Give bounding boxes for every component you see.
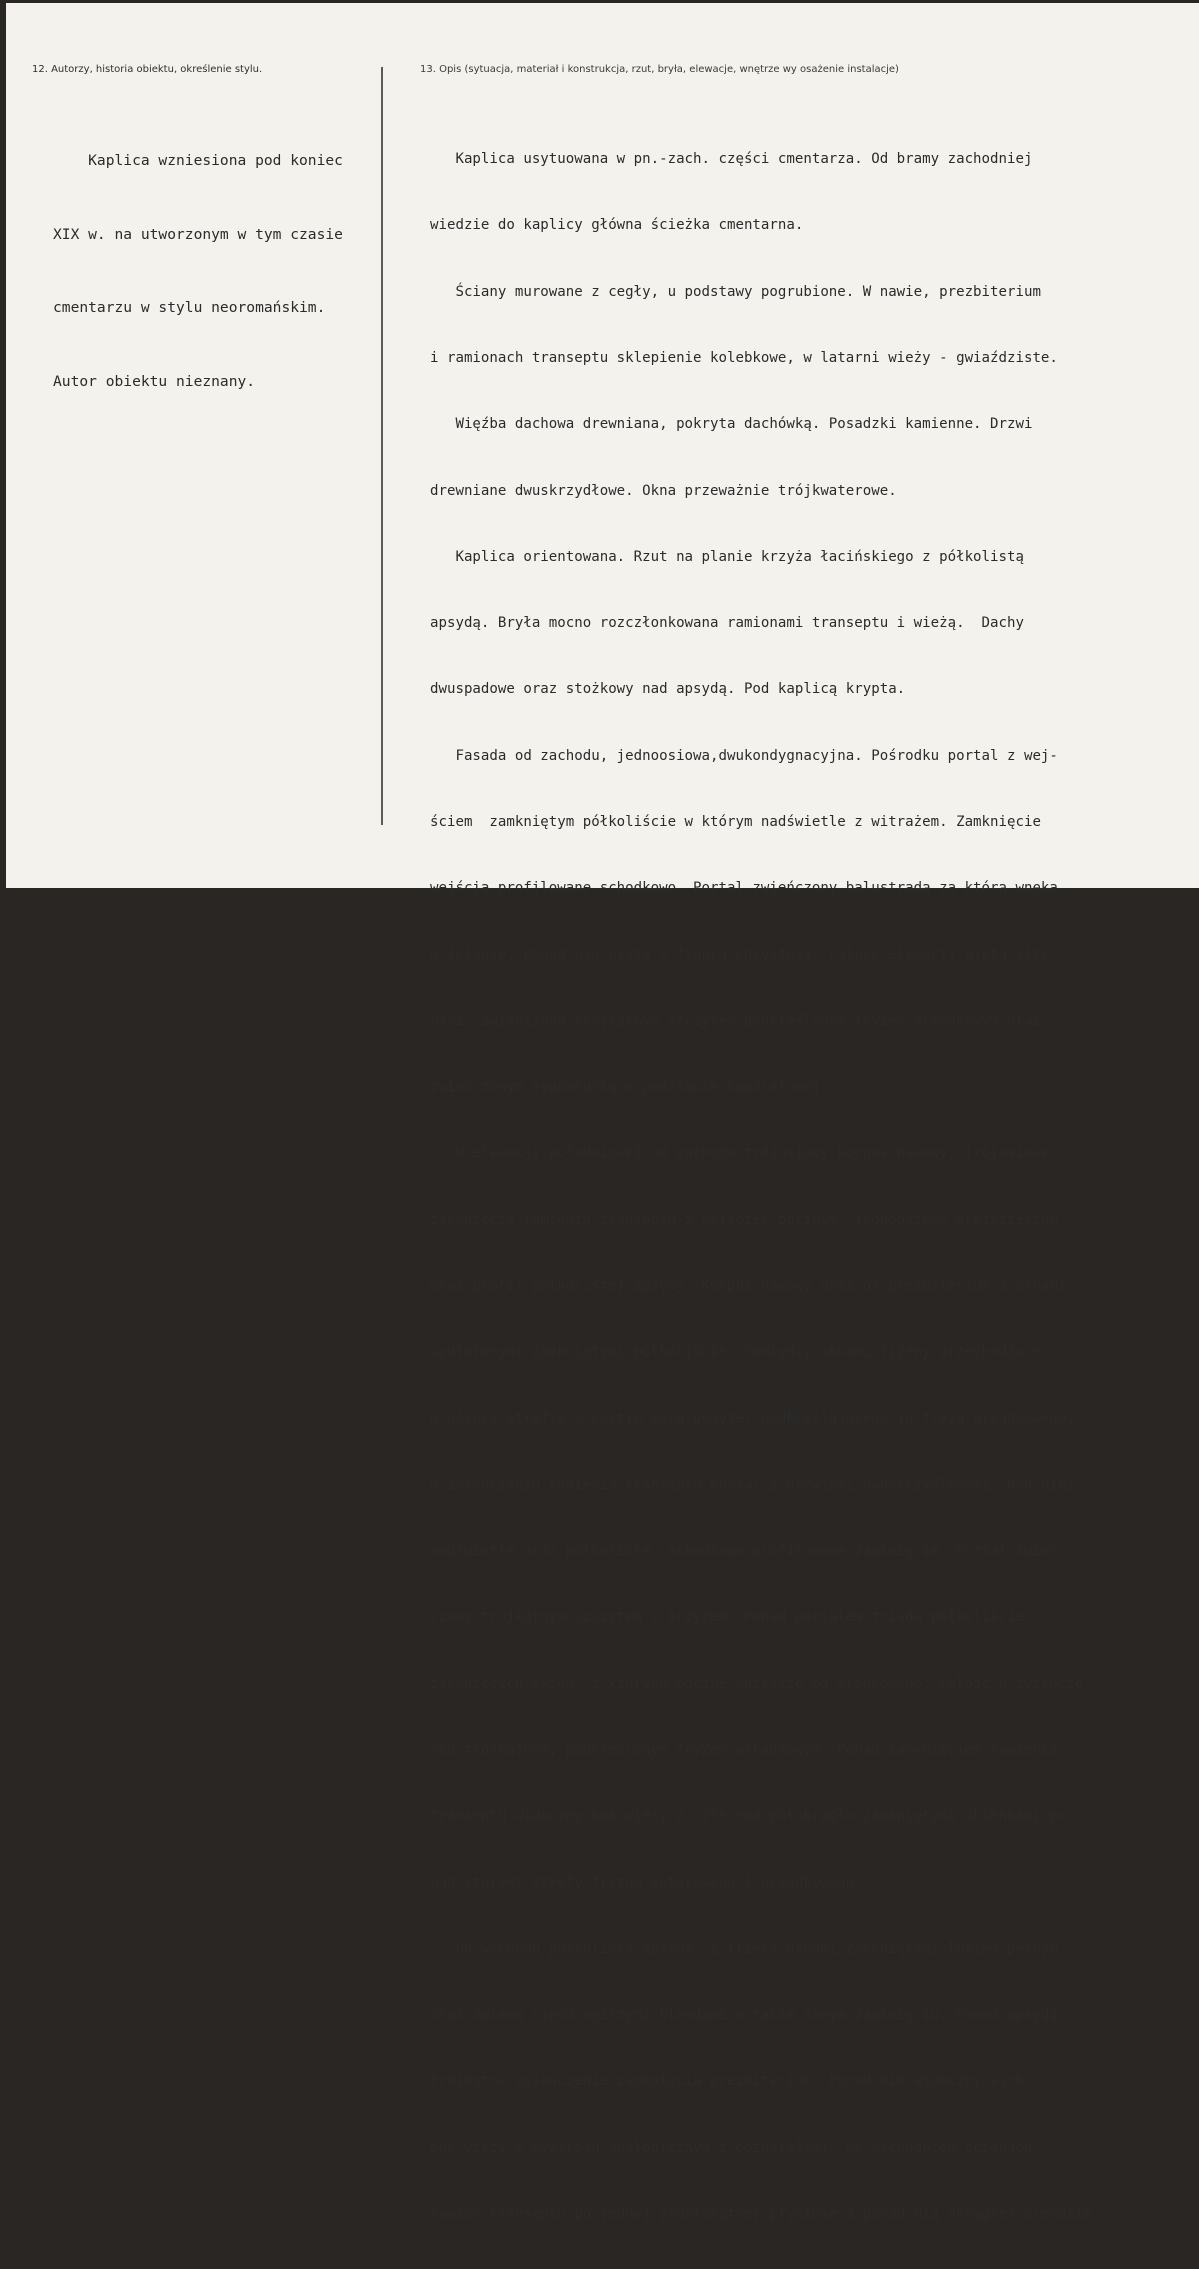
text-line: ramion transeptu po jednej prostokątnej płycinie a ponad nią okrągłej blendzie. bbox=[430, 2205, 1101, 2222]
authors-history-text bbox=[53, 100, 343, 443]
text-line: nami, zwieńczona trójkątnym szczytem podkreślonym fryzem arkadkowym oraz bbox=[430, 1012, 1041, 1029]
text-line: oraz dwiema nieco węższymi blendami o takim samym zamknięciu. Ponad apsydą bbox=[430, 2007, 1058, 2024]
text-line: czony trójkątnym szczytem z krzyżem. Ponad portalem triada półkoliście bbox=[430, 1609, 1024, 1626]
text-line: ściem zamkniętym półkoliście w którym nadświetle z witrażem. Zamknięcie bbox=[430, 814, 1041, 830]
text-line: XIX w. na utworzonym w tym czasie bbox=[53, 225, 343, 243]
text-line: cmentarzu w stylu neoromańskim. bbox=[53, 299, 326, 316]
text-line: Więźba dachowa drewniana, pokryta dachówką. Posadzki kamienne. Drzwi bbox=[430, 416, 1033, 433]
text-line: w ścianie. Ponad nią nisza z figurą Chrystusa. Całość elewacji ujęta lize- bbox=[430, 946, 1058, 963]
text-line: oraz profil półkolistej apsydy. Korpus nawowy oraz oś prezbiterium z oknami bbox=[430, 1277, 1067, 1294]
text-line: dwuspadowe oraz stożkowy nad apsydą. Pod kaplicą krypta. bbox=[430, 681, 906, 698]
text-line: wejścia profilowane schodkowo. Portal zwieńczony balustradą za którą wnęka bbox=[430, 880, 1058, 897]
text-line: wiedzie do kaplicy główna ścieżka cmentarna. bbox=[430, 217, 804, 234]
text-line: nad którymi strefy fryzów kotarowego i arkadkowego. bbox=[430, 1874, 863, 1891]
document-page bbox=[6, 3, 1199, 2222]
text-line: zwieńczonym sygnaturką o podstawie kwadratowej. bbox=[430, 1079, 829, 1096]
text-line: Od wschodu półkolista apsyda, z trzema oknami zamkniętymi łukiem pełnym bbox=[430, 1940, 1058, 1957]
text-line: w górnej strefie w partię muru powyżej,podkreślającego ją fryzu arkadkowego. bbox=[430, 1410, 1075, 1427]
text-line: i ramionach transeptu sklepienie kolebkowe, w latarni wieży - gwiaździste. bbox=[430, 350, 1058, 367]
text-line: Kaplica orientowana. Rzut na planie krzyża łacińskiego z półkolistą bbox=[430, 548, 1024, 565]
section-12-heading: 12. Autorzy, historia obiektu, określenie stylu. bbox=[32, 64, 263, 75]
text-line: zamknięcie ramienia transeptu z wejściem bocznym, jednoosiowe prezbiterium bbox=[430, 1211, 1058, 1228]
text-line: W elewacji południowej od zachodu:trójosiowy korpus nawowy, trójosiowe bbox=[430, 1145, 1050, 1162]
text-line: apsydą. Bryła mocno rozczłonkowana ramionami transeptu i wieżą. Dachy bbox=[430, 615, 1024, 632]
text-line: Kaplica wzniesiona pod koniec bbox=[53, 152, 343, 169]
text-line: Autor obiektu nieznany. bbox=[53, 372, 256, 390]
text-line: wydłużonymi zamkniętymi półkoliście. Pomiędzy oknami lizeny przechodzące bbox=[430, 1344, 1041, 1361]
text-line: W zakończeniu ramienia transeptu portal z drzwiami dwuskrzydłowymi. Nad nimi bbox=[430, 1476, 1075, 1493]
text-line: transeptu widoczny bok wieży z czterema półokrągło zamkniętymi okienkami po- bbox=[430, 1808, 1075, 1825]
text-line: nadświetle oraz półkoliste, schodkowo profilowane zamknięcie. Portal zwień- bbox=[430, 1543, 1067, 1560]
text-line: niu trójkątnym, podkreślonym fryzem arkadkowym. Ponad zamknięciem ramienia bbox=[430, 1741, 1058, 1758]
text-line: Fasada od zachodu, jednoosiowa,dwukondygnacyjna. Pośrodku portal z wej- bbox=[430, 747, 1058, 764]
text-line: trójkątne zwieńczenie zamknięcia prezbiterium. Ponad nim widoczny wsch. bbox=[430, 2073, 1033, 2090]
text-line: Ściany murowane z cegły, u podstawy pogrubione. W nawie, prezbiterium bbox=[430, 283, 1041, 300]
text-line: drewniane dwuskrzydłowe. Okna przeważnie trójkwaterowe. bbox=[430, 482, 897, 499]
text-line: bok wieży o wystroju analogicznym z pozostałymi. We wschodnich ścianach bbox=[430, 2139, 1033, 2156]
section-13-heading: 13. Opis (sytuacja, materiał i konstrukcja, rzut, bryła, elewacje, wnętrze wy osażenie instalacje) bbox=[420, 64, 899, 75]
text-line: zamkniętych okien, z których boczne mniejsze od środkowego. Całość o zwieńcze- bbox=[430, 1675, 1092, 1692]
text-line: Kaplica usytuowana w pn.-zach. części cmentarza. Od bramy zachodniej bbox=[430, 151, 1033, 168]
description-text bbox=[430, 104, 1100, 2269]
column-divider bbox=[381, 67, 383, 825]
